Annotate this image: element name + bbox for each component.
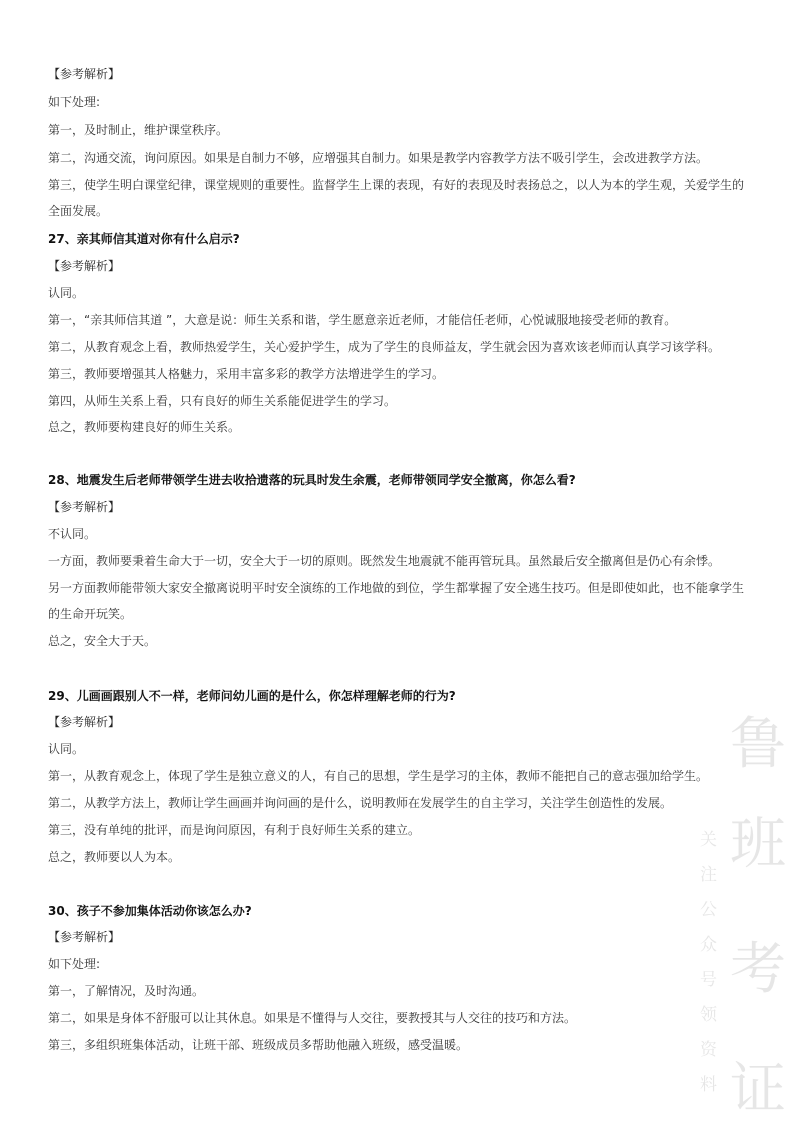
answer-label: 【参考解析】 <box>48 259 121 273</box>
paragraph: 第一，了解情况，及时沟通。 <box>48 984 205 998</box>
watermark-char: 鲁 <box>730 712 786 777</box>
paragraph: 第三，多组织班集体活动，让班干部、班级成员多帮助他融入班级，感受温暖。 <box>48 1038 469 1052</box>
paragraph: 一方面，教师要秉着生命大于一切，安全大于一切的原则。既然发生地震就不能再管玩具。虽然最后安全撤离但是仍心有余悸。 <box>48 554 721 568</box>
summary: 总之，教师要构建良好的师生关系。 <box>48 420 241 434</box>
watermark-char: 众 <box>700 935 717 955</box>
question-title-29: 29、儿画画跟别人不一样，老师问幼儿画的是什么，你怎样理解老师的行为? <box>48 689 456 703</box>
paragraph: 第一，从教育观念上，体现了学生是独立意义的人，有自己的思想，学生是学习的主体，教师不能把自己的意志强加给学生。 <box>48 769 709 783</box>
paragraph: 第二，从教育观念上看，教师热爱学生，关心爱护学生，成为了学生的良师益友，学生就会因为喜欢该老师而认真学习该学科。 <box>48 340 721 354</box>
answer-intro: 认同。 <box>48 286 85 300</box>
answer-label: 【参考解析】 <box>48 67 121 81</box>
paragraph: 第三，教师要增强其人格魅力，采用丰富多彩的教学方法增进学生的学习。 <box>48 367 445 381</box>
paragraph: 第四，从师生关系上看，只有良好的师生关系能促进学生的学习。 <box>48 394 397 408</box>
paragraph: 全面发展。 <box>48 204 109 218</box>
question-title-27: 27、亲其师信其道对你有什么启示? <box>48 232 240 246</box>
watermark-char: 关 <box>700 830 717 850</box>
watermark-char: 考 <box>730 937 786 1002</box>
watermark-char: 注 <box>700 865 717 885</box>
watermark-char: 证 <box>730 1057 786 1122</box>
watermark-char: 公 <box>700 900 717 920</box>
watermark-char: 资 <box>700 1040 717 1060</box>
paragraph: 另一方面教师能带领大家安全撤离说明平时安全演练的工作地做的到位，学生都掌握了安全逃生技巧。但是即使如此，也不能拿学生 <box>48 581 745 595</box>
summary: 总之，安全大于天。 <box>48 634 157 648</box>
answer-label: 【参考解析】 <box>48 500 121 514</box>
watermark-char: 班 <box>730 812 786 877</box>
paragraph: 的生命开玩笑。 <box>48 607 133 621</box>
answer-label: 【参考解析】 <box>48 715 121 729</box>
paragraph: 第一，及时制止，维护课堂秩序。 <box>48 123 229 137</box>
question-title-28: 28、地震发生后老师带领学生进去收拾遗落的玩具时发生余震，老师带领同学安全撤离，你怎么看? <box>48 473 576 487</box>
paragraph: 第二，沟通交流，询问原因。如果是自制力不够，应增强其自制力。如果是教学内容教学方法不吸引学生，会改进教学方法。 <box>48 151 709 165</box>
answer-intro: 认同。 <box>48 742 85 756</box>
answer-label: 【参考解析】 <box>48 930 121 944</box>
paragraph: 第三，使学生明白课堂纪律，课堂规则的重要性。监督学生上课的表现，有好的表现及时表扬总之，以人为本的学生观，关爱学生的 <box>48 178 745 192</box>
watermark-char: 料 <box>700 1075 717 1095</box>
summary: 总之，教师要以人为本。 <box>48 850 181 864</box>
watermark-char: 领 <box>700 1005 717 1025</box>
paragraph: 第一，“亲其师信其道 ”，大意是说：师生关系和谐，学生愿意亲近老师，才能信任老师，心悦诚服地接受老师的教育。 <box>48 313 677 327</box>
answer-intro: 不认同。 <box>48 527 97 541</box>
question-title-30: 30、孩子不参加集体活动你该怎么办? <box>48 904 252 918</box>
answer-intro: 如下处理: <box>48 95 101 109</box>
paragraph: 第二，从教学方法上，教师让学生画画并询问画的是什么，说明教师在发展学生的自主学习，关注学生创造性的发展。 <box>48 796 673 810</box>
paragraph: 第三，没有单纯的批评，而是询问原因，有利于良好师生关系的建立。 <box>48 823 421 837</box>
answer-intro: 如下处理: <box>48 957 101 971</box>
watermark-char: 号 <box>700 970 717 990</box>
paragraph: 第二，如果是身体不舒服可以让其休息。如果是不懂得与人交往，要教授其与人交往的技巧和方法。 <box>48 1011 577 1025</box>
